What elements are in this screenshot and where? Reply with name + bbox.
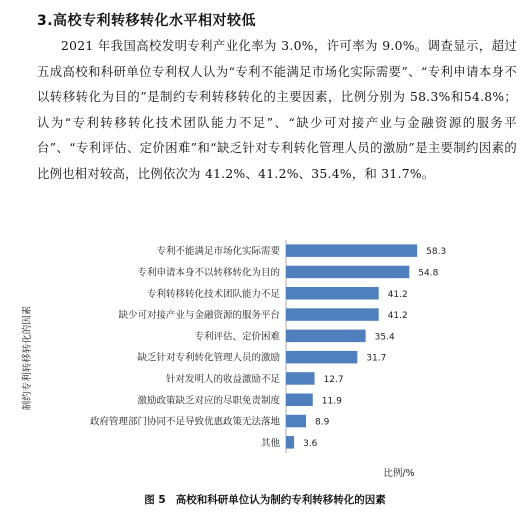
category-label: 专利评估、定价困难 [194, 331, 280, 343]
category-label: 缺少可对接产业与金融资源的服务平台 [118, 310, 280, 322]
category-label: 激励政策缺乏对应的尽职免责制度 [137, 395, 280, 407]
value-label: 41.2 [387, 311, 408, 322]
category-label: 针对发明人的收益激励不足 [165, 373, 280, 385]
body-paragraph: 2021 年我国高校发明专利产业化率为 3.0%，许可率为 9.0%。调查显示，超过五成高校和科研单位专利权人认为“专利不能满足市场化实际需要”、“专利申请本身不以转移转化为目的”是制约专利转移转化的主要因素，比例分别为 58.3%和54.8%；认为“专利转移转化技术团队能力不足”、“缺少可对接产业与金融资源的服务平台”、“专利评估、定价困难”和“缺乏针对专利转化管理人员的激励”是主要制约因素的比例也相对较高，比例依次为 41.2%、41.2%、35.4%，和 31.7%。 [37, 39, 517, 181]
value-label: 8.9 [315, 417, 330, 428]
figure-title: 高校和科研单位认为制约专利转移转化的因素 [175, 494, 386, 506]
figure-caption [0, 492, 530, 507]
bar [286, 287, 379, 300]
category-label: 专利转移转化技术团队能力不足 [146, 288, 280, 300]
section-heading: 3.高校专利转移转化水平相对较低 [37, 13, 257, 29]
value-label: 11.9 [321, 396, 342, 407]
value-label: 54.8 [418, 268, 439, 279]
value-label: 31.7 [366, 353, 387, 364]
bar [286, 351, 357, 364]
bar [286, 244, 417, 257]
figure-number: 图 5 [144, 494, 166, 506]
factor-bar-chart [0, 230, 530, 490]
bar [286, 266, 409, 279]
bar [286, 394, 313, 407]
value-label: 58.3 [426, 247, 447, 258]
bar [286, 372, 315, 385]
x-axis-title: 比例/% [383, 468, 415, 479]
bar [286, 436, 294, 449]
value-label: 41.2 [387, 289, 408, 300]
category-label: 政府管理部门协同不足导致优惠政策无法落地 [89, 416, 280, 428]
chart-svg [0, 230, 530, 490]
value-label: 12.7 [323, 374, 344, 385]
category-label: 专利申请本身不以转移转化为目的 [137, 267, 280, 279]
category-label: 缺乏针对专利转化管理人员的激励 [137, 352, 280, 364]
bar [286, 330, 366, 343]
y-axis-title: 制约专利转移转化的因素 [22, 305, 33, 411]
category-label: 其他 [260, 437, 280, 449]
value-label: 3.6 [303, 438, 318, 449]
bars-group [90, 244, 446, 448]
bar [286, 308, 379, 321]
value-label: 35.4 [374, 332, 395, 343]
category-label: 专利不能满足市场化实际需要 [156, 246, 280, 258]
bar [286, 415, 306, 428]
